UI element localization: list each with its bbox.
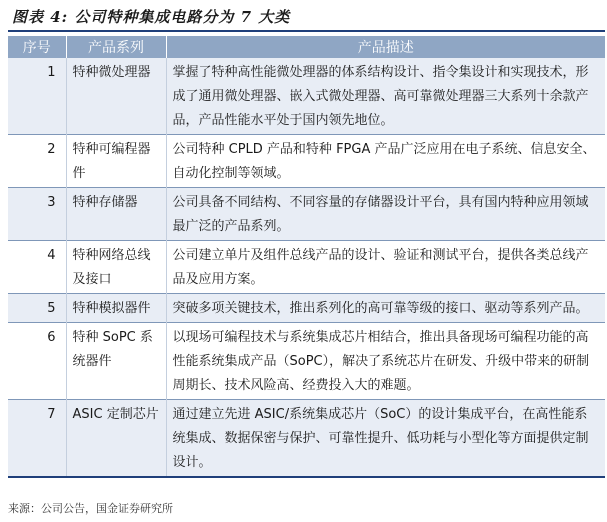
row-description: 公司建立单片及组件总线产品的设计、验证和测试平台，提供各类总线产品及应用方案。 xyxy=(166,241,605,294)
row-number: 3 xyxy=(8,188,66,241)
table-row xyxy=(8,58,605,135)
row-description: 公司具备不同结构、不同容量的存储器设计平台，具有国内特种应用领域最广泛的产品系列。 xyxy=(166,188,605,241)
row-number: 6 xyxy=(8,323,66,400)
row-number: 7 xyxy=(8,400,66,478)
row-description: 掌握了特种高性能微处理器的体系结构设计、指令集设计和实现技术，形成了通用微处理器、嵌入式微处理器、高可靠微处理器三大系列十余款产品，产品性能水平处于国内领先地位。 xyxy=(166,58,605,135)
table-row xyxy=(8,241,605,294)
row-series: ASIC 定制芯片 xyxy=(66,400,166,478)
table-row xyxy=(8,400,605,478)
row-number: 4 xyxy=(8,241,66,294)
row-series: 特种可编程器件 xyxy=(66,135,166,188)
row-description: 以现场可编程技术与系统集成芯片相结合，推出具备现场可编程功能的高性能系统集成产品（SoPC），解决了系统芯片在研发、升级中带来的研制周期长、技术风险高、经费投入大的难题。 xyxy=(166,323,605,400)
header-no: 序号 xyxy=(8,36,66,58)
table-row xyxy=(8,188,605,241)
title-rule xyxy=(8,30,605,32)
header-series: 产品系列 xyxy=(66,36,166,58)
figure-title: 图表 4: 公司特种集成电路分为 7 大类 xyxy=(12,8,291,26)
row-number: 5 xyxy=(8,294,66,323)
row-description: 通过建立先进 ASIC/系统集成芯片（SoC）的设计集成平台，在高性能系统集成、数据保密与保护、可靠性提升、低功耗与小型化等方面提供定制设计。 xyxy=(166,400,605,478)
table-row xyxy=(8,323,605,400)
header-description: 产品描述 xyxy=(166,36,605,58)
source-note: 来源：公司公告，国金证券研究所 xyxy=(8,502,173,515)
row-series: 特种模拟器件 xyxy=(66,294,166,323)
table-header-row xyxy=(8,36,605,58)
row-number: 1 xyxy=(8,58,66,135)
row-series: 特种网络总线及接口 xyxy=(66,241,166,294)
table-row xyxy=(8,294,605,323)
row-number: 2 xyxy=(8,135,66,188)
row-series: 特种微处理器 xyxy=(66,58,166,135)
table-row xyxy=(8,135,605,188)
row-series: 特种存储器 xyxy=(66,188,166,241)
row-description: 公司特种 CPLD 产品和特种 FPGA 产品广泛应用在电子系统、信息安全、自动化控制等领域。 xyxy=(166,135,605,188)
row-series: 特种 SoPC 系统器件 xyxy=(66,323,166,400)
product-table xyxy=(8,36,605,478)
row-description: 突破多项关键技术，推出系列化的高可靠等级的接口、驱动等系列产品。 xyxy=(166,294,605,323)
